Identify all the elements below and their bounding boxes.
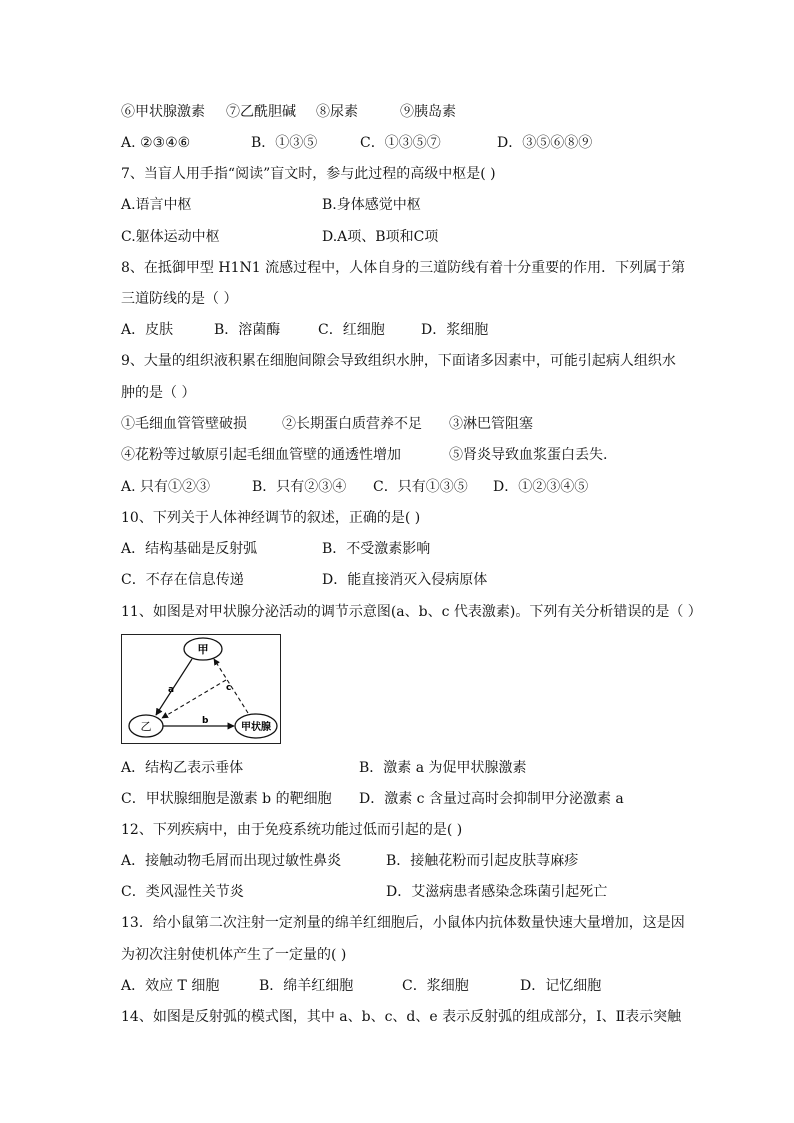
node-yi-label: 乙 — [140, 720, 152, 733]
q7-option-d: D.A项、B项和C项 — [322, 229, 439, 245]
q13-option-c: C．浆细胞 — [402, 978, 469, 994]
label-a: a — [168, 685, 175, 695]
q7-stem: 7、当盲人用手指“阅读”盲文时，参与此过程的高级中枢是( ) — [121, 166, 496, 182]
q13-stem-line2: 为初次注射使机体产生了一定量的( ) — [121, 947, 347, 963]
q8-option-b: B．溶菌酶 — [214, 322, 281, 338]
q12-option-d: D．艾滋病患者感染念珠菌引起死亡 — [386, 884, 608, 900]
q11-option-c: C．甲状腺细胞是激素 b 的靶细胞 — [121, 791, 332, 807]
q8-stem-line2: 三道防线的是（ ） — [121, 291, 238, 307]
q6-item-7: ⑦乙酰胆碱 — [226, 104, 296, 120]
q8-option-c: C．红细胞 — [318, 322, 385, 338]
q13-option-d: D．记忆细胞 — [520, 978, 602, 994]
q9-option-c: C．只有①③⑤ — [373, 479, 468, 495]
q13-stem-line1: 13．给小鼠第二次注射一定剂量的绵羊红细胞后，小鼠体内抗体数量快速大量增加，这是因 — [121, 915, 685, 931]
q10-option-b: B．不受激素影响 — [322, 541, 431, 557]
thyroid-regulation-diagram — [121, 634, 281, 744]
q12-option-c: C．类风湿性关节炎 — [121, 884, 244, 900]
q12-option-b: B．接触花粉而引起皮肤荨麻疹 — [386, 853, 579, 869]
q6-option-d: D．③⑤⑥⑧⑨ — [497, 135, 593, 151]
q9-factor-3: ③淋巴管阻塞 — [449, 416, 533, 432]
q9-factor-2: ②长期蛋白质营养不足 — [282, 416, 422, 432]
q12-option-a: A．接触动物毛屑而出现过敏性鼻炎 — [121, 853, 342, 869]
q6-option-b: B．①③⑤ — [251, 135, 318, 151]
q7-option-c: C.躯体运动中枢 — [121, 229, 220, 245]
q9-option-d: D．①②③④⑤ — [493, 479, 589, 495]
q9-factor-1: ①毛细血管管壁破损 — [121, 416, 247, 432]
q6-option-c: C．①③⑤⑦ — [360, 135, 441, 151]
label-b: b — [202, 716, 209, 726]
q6-option-a: A. ②③④⑥ — [121, 135, 191, 151]
q6-item-8: ⑧尿素 — [316, 104, 358, 120]
q13-option-b: B．绵羊红细胞 — [259, 978, 354, 994]
q6-item-6: ⑥甲状腺激素 — [121, 104, 205, 120]
q9-stem-line1: 9、大量的组织液积累在细胞间隙会导致组织水肿，下面诸多因素中，可能引起病人组织水 — [121, 353, 676, 369]
q9-factor-5: ⑤肾炎导致血浆蛋白丢失. — [449, 447, 608, 463]
q13-option-a: A．效应 T 细胞 — [121, 978, 220, 994]
q7-option-a: A.语言中枢 — [121, 197, 192, 213]
q12-stem: 12、下列疾病中，由于免疫系统功能过低而引起的是( ) — [121, 822, 463, 838]
q10-option-c: C．不存在信息传递 — [121, 572, 244, 588]
q14-stem-line1: 14、如图是反射弧的模式图，其中 a、b、c、d、e 表示反射弧的组成部分，Ⅰ、Ⅱ表示突触 — [121, 1009, 682, 1025]
q8-option-d: D．浆细胞 — [421, 322, 489, 338]
q7-option-b: B.身体感觉中枢 — [322, 197, 421, 213]
q8-option-a: A．皮肤 — [121, 322, 174, 338]
q10-option-d: D．能直接消灭入侵病原体 — [322, 572, 488, 588]
node-thyroid-label: 甲状腺 — [241, 722, 271, 733]
diagram-svg — [122, 635, 280, 743]
q11-option-a: A．结构乙表示垂体 — [121, 760, 244, 776]
q6-item-9: ⑨胰岛素 — [400, 104, 456, 120]
label-c: c — [226, 683, 232, 693]
q8-stem-line1: 8、在抵御甲型 H1N1 流感过程中，人体自身的三道防线有着十分重要的作用．下列属于第 — [121, 260, 686, 276]
q9-stem-line2: 肿的是（ ） — [121, 385, 196, 401]
q10-stem: 10、下列关于人体神经调节的叙述，正确的是( ) — [121, 510, 421, 526]
node-jia-label: 甲 — [197, 643, 209, 656]
q9-option-b: B．只有②③④ — [252, 479, 347, 495]
q9-option-a: A. 只有①②③ — [121, 479, 211, 495]
q9-factor-4: ④花粉等过敏原引起毛细血管壁的通透性增加 — [121, 447, 401, 463]
q11-option-d: D．激素 c 含量过高时会抑制甲分泌激素 a — [359, 791, 624, 807]
q11-option-b: B．激素 a 为促甲状腺激素 — [359, 760, 527, 776]
q11-stem: 11、如图是对甲状腺分泌活动的调节示意图(a、b、c 代表激素)。下列有关分析错误的是（ ） — [121, 604, 702, 620]
q10-option-a: A．结构基础是反射弧 — [121, 541, 258, 557]
